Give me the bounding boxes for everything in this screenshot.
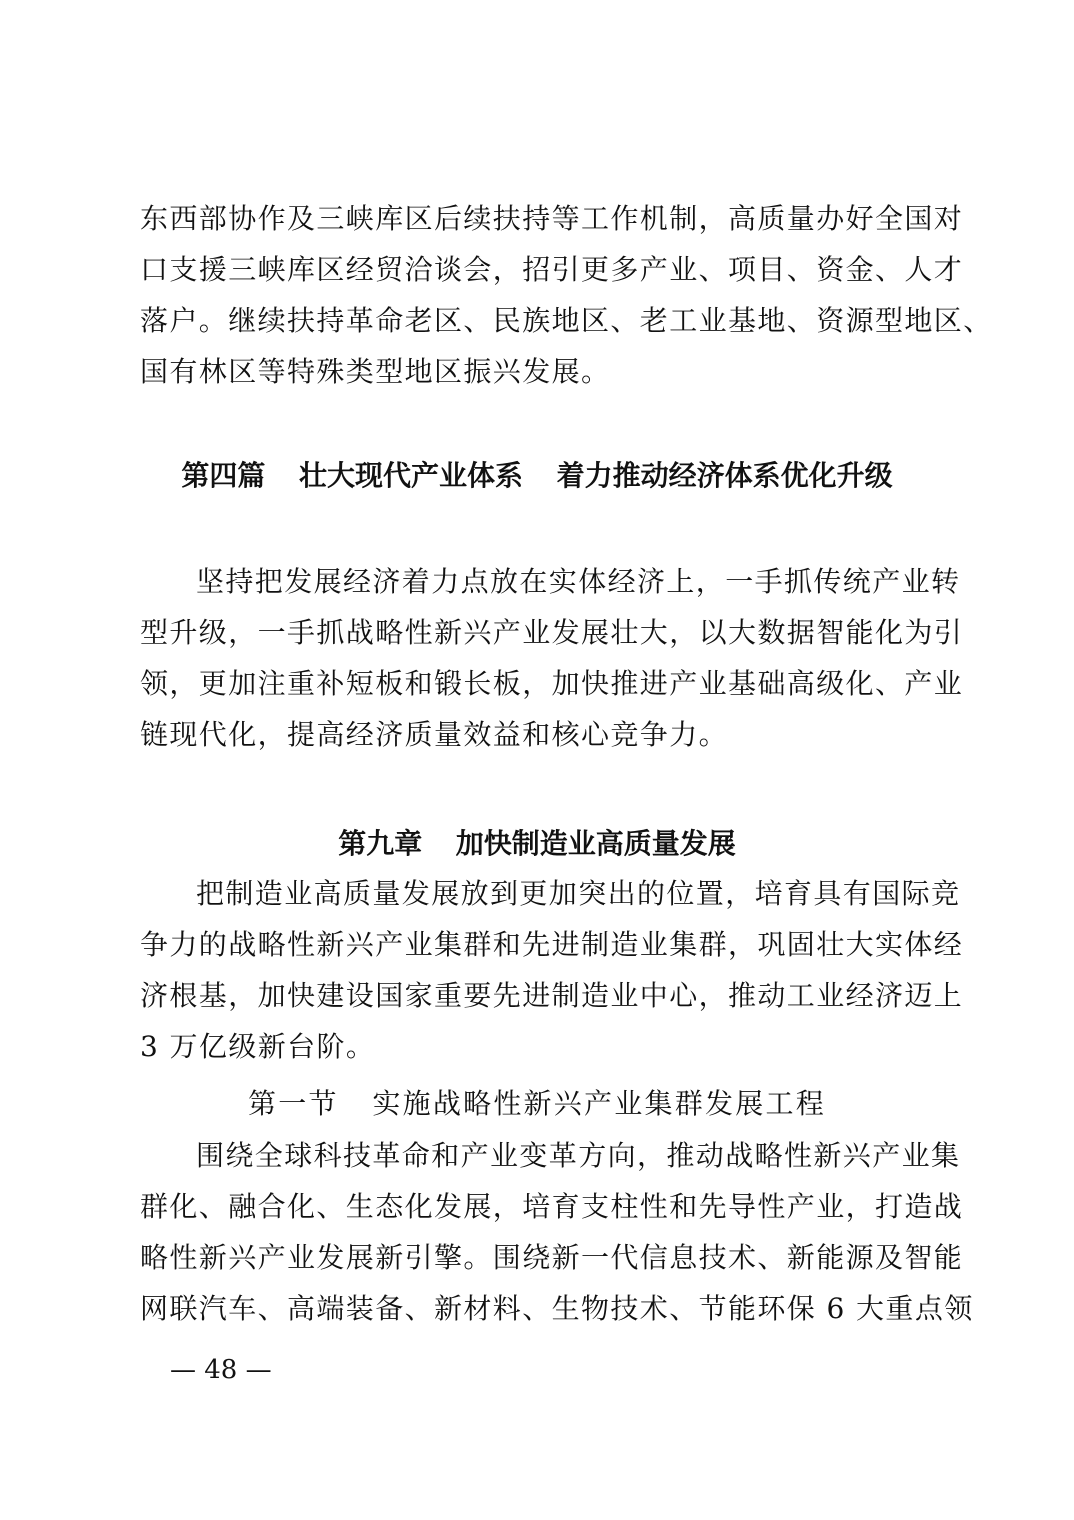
section-heading <box>0 1080 1074 1128</box>
chapter-title: 加快制造业高质量发展 <box>455 827 736 860</box>
section-number: 第一节 <box>248 1087 339 1120</box>
part-title-b: 着力推动经济体系优化升级 <box>556 459 893 492</box>
text-line: 3 万亿级新台阶。 <box>140 1030 376 1063</box>
text-line: 略性新兴产业发展新引擎。围绕新一代信息技术、新能源及智能 <box>140 1241 964 1274</box>
text-line: 群化、融合化、生态化发展，培育支柱性和先导性产业，打造战 <box>140 1190 964 1223</box>
part-number: 第四篇 <box>181 459 266 492</box>
text-line: 把制造业高质量发展放到更加突出的位置，培育具有国际竞 <box>196 877 961 910</box>
text-line: 口支援三峡库区经贸洽谈会，招引更多产业、项目、资金、人才 <box>140 253 964 286</box>
chapter-number: 第九章 <box>338 827 423 860</box>
text-line: 坚持把发展经济着力点放在实体经济上，一手抓传统产业转 <box>196 565 961 598</box>
part-title-a: 壮大现代产业体系 <box>298 459 523 492</box>
text-line: 落户。继续扶持革命老区、民族地区、老工业基地、资源型地区、 <box>140 304 993 337</box>
text-line: 济根基，加快建设国家重要先进制造业中心，推动工业经济迈上 <box>140 979 964 1012</box>
text-line: 国有林区等特殊类型地区振兴发展。 <box>140 355 611 388</box>
text-line: 领，更加注重补短板和锻长板，加快推进产业基础高级化、产业 <box>140 667 964 700</box>
section-title: 实施战略性新兴产业集群发展工程 <box>372 1087 826 1120</box>
page-number: — 48 — <box>170 1355 272 1385</box>
text-line: 围绕全球科技革命和产业变革方向，推动战略性新兴产业集 <box>196 1139 961 1172</box>
text-line: 网联汽车、高端装备、新材料、生物技术、节能环保 6 大重点领 <box>140 1292 974 1325</box>
text-line: 链现代化，提高经济质量效益和核心竞争力。 <box>140 718 729 751</box>
text-line: 争力的战略性新兴产业集群和先进制造业集群，巩固壮大实体经 <box>140 928 964 961</box>
chapter-heading <box>0 820 1074 868</box>
text-line: 型升级，一手抓战略性新兴产业发展壮大，以大数据智能化为引 <box>140 616 964 649</box>
text-line: 东西部协作及三峡库区后续扶持等工作机制，高质量办好全国对 <box>140 202 964 235</box>
part-heading <box>0 452 1074 500</box>
